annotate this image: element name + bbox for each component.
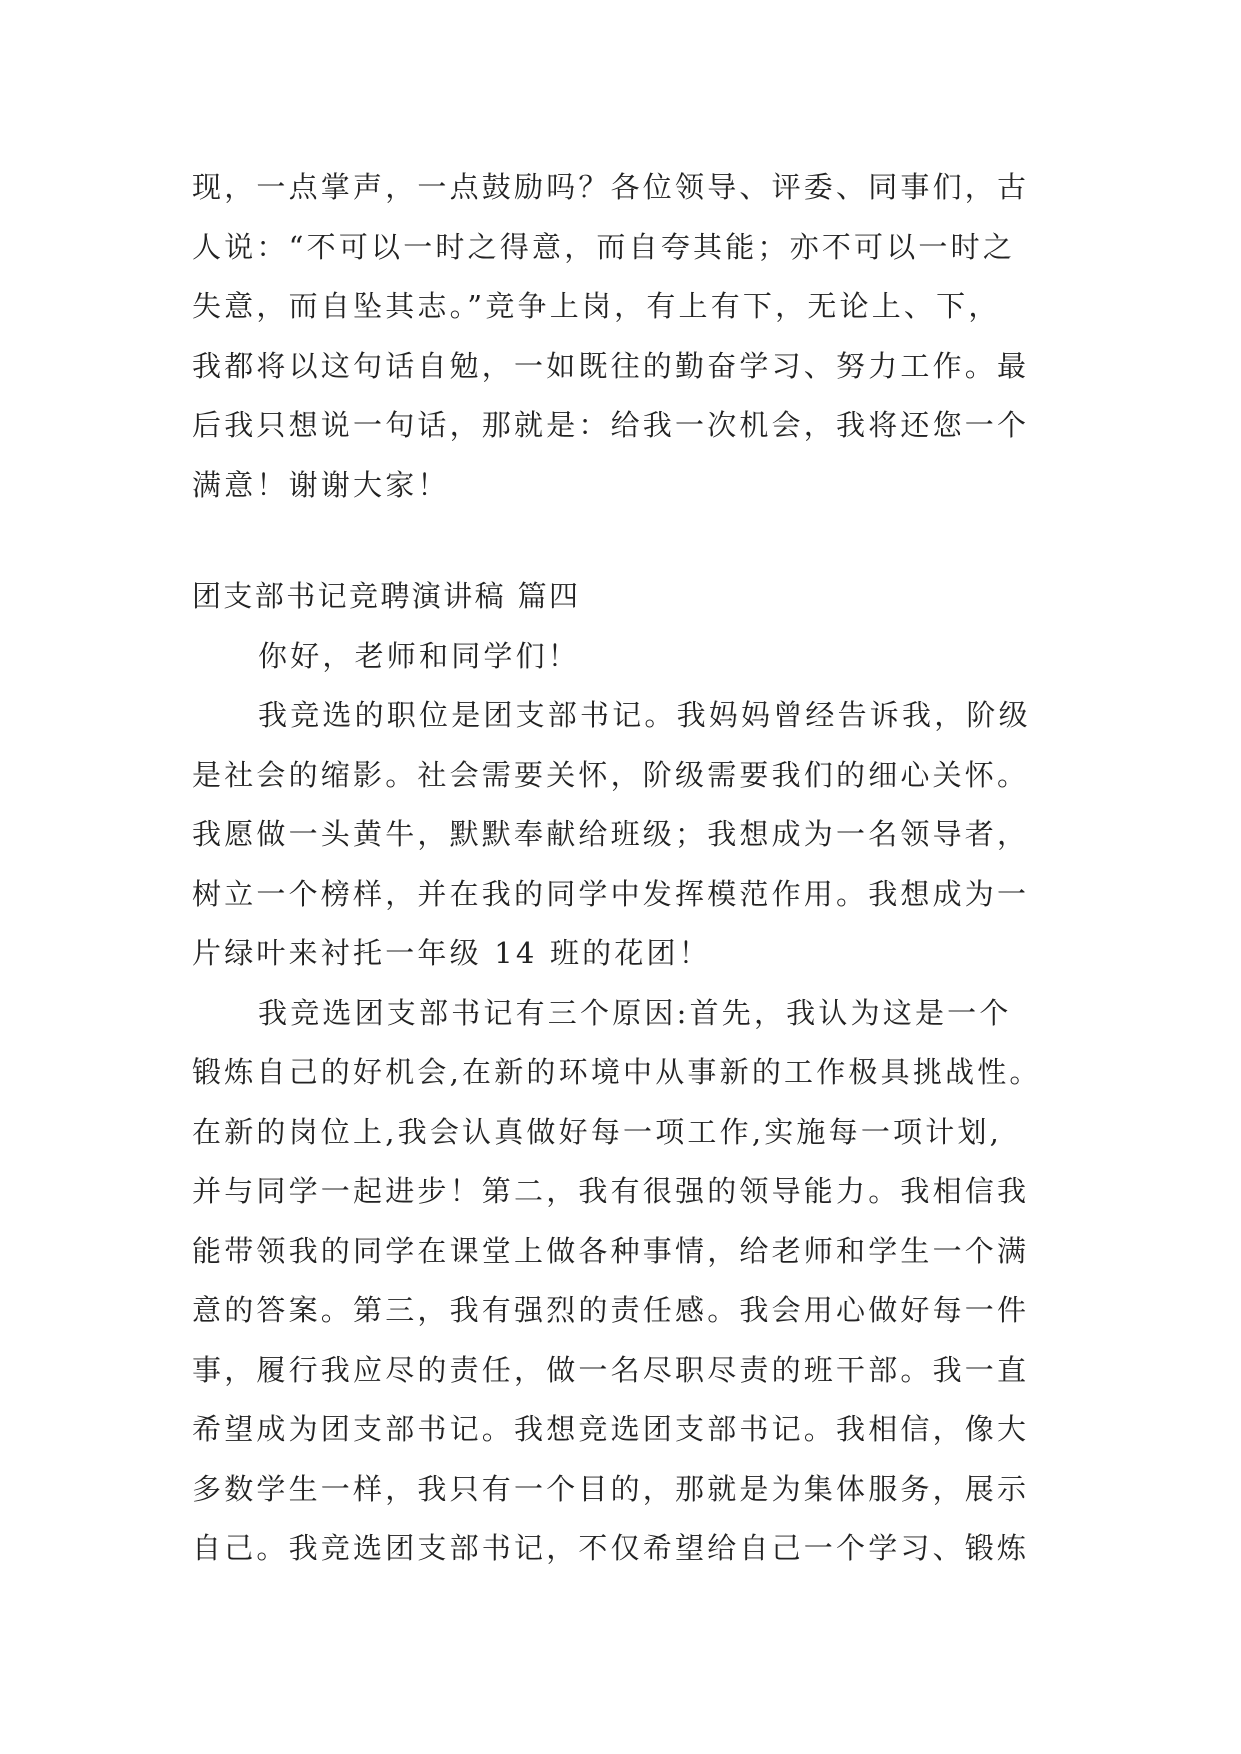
paragraph-line: 我愿做一头黄牛，默默奉献给班级；我想成为一名领导者， [192, 817, 1030, 851]
paragraph-line: 多数学生一样，我只有一个目的，那就是为集体服务，展示 [192, 1471, 1030, 1506]
greeting: 你好，老师和同学们！ [258, 638, 581, 673]
paragraph-line: 我竞选的职位是团支部书记。我妈妈曾经告诉我，阶级 [258, 698, 1031, 732]
paragraph-line: 失意，而自坠其志。”竞争上岗，有上有下，无论上、下， [192, 289, 1001, 323]
paragraph-line: 并与同学一起进步！第二，我有很强的领导能力。我相信我 [192, 1174, 1030, 1208]
paragraph-line: 是社会的缩影。社会需要关怀，阶级需要我们的细心关怀。 [192, 757, 1030, 792]
paragraph-line: 意的答案。第三，我有强烈的责任感。我会用心做好每一件 [192, 1293, 1030, 1327]
paragraph-line: 树立一个榜样，并在我的同学中发挥模范作用。我想成为一 [192, 876, 1030, 911]
paragraph-line: 人说：“不可以一时之得意，而自夸其能；亦不可以一时之 [192, 229, 1016, 264]
paragraph-line: 锻炼自己的好机会,在新的环境中从事新的工作极具挑战性。 [192, 1055, 1042, 1089]
paragraph-line: 事，履行我应尽的责任，做一名尽职尽责的班干部。我一直 [192, 1352, 1030, 1387]
speech-section [192, 567, 1052, 1579]
paragraph-line: 满意！谢谢大家！ [192, 467, 450, 502]
paragraph-line: 希望成为团支部书记。我想竞选团支部书记。我相信，像大 [192, 1412, 1030, 1446]
paragraph-line: 我竞选团支部书记有三个原因:首先，我认为这是一个 [258, 995, 1012, 1030]
section-title: 团支部书记竞聘演讲稿 篇四 [192, 579, 581, 613]
paragraph-line: 我都将以这句话自勉，一如既往的勤奋学习、努力工作。最 [192, 348, 1030, 383]
paragraph-line: 在新的岗位上,我会认真做好每一项工作,实施每一项计划, [192, 1114, 1003, 1149]
paragraph-line: 片绿叶来衬托一年级 14 班的花团！ [192, 936, 711, 970]
paragraph-line: 能带领我的同学在课堂上做各种事情，给老师和学生一个满 [192, 1233, 1030, 1268]
paragraph-line: 自己。我竞选团支部书记，不仅希望给自己一个学习、锻炼 [192, 1531, 1030, 1565]
paragraph-line: 现，一点掌声，一点鼓励吗？各位领导、评委、同事们，古 [192, 170, 1030, 204]
paragraph-line: 后我只想说一句话，那就是：给我一次机会，我将还您一个 [192, 408, 1030, 442]
continued-paragraph [192, 158, 1052, 515]
